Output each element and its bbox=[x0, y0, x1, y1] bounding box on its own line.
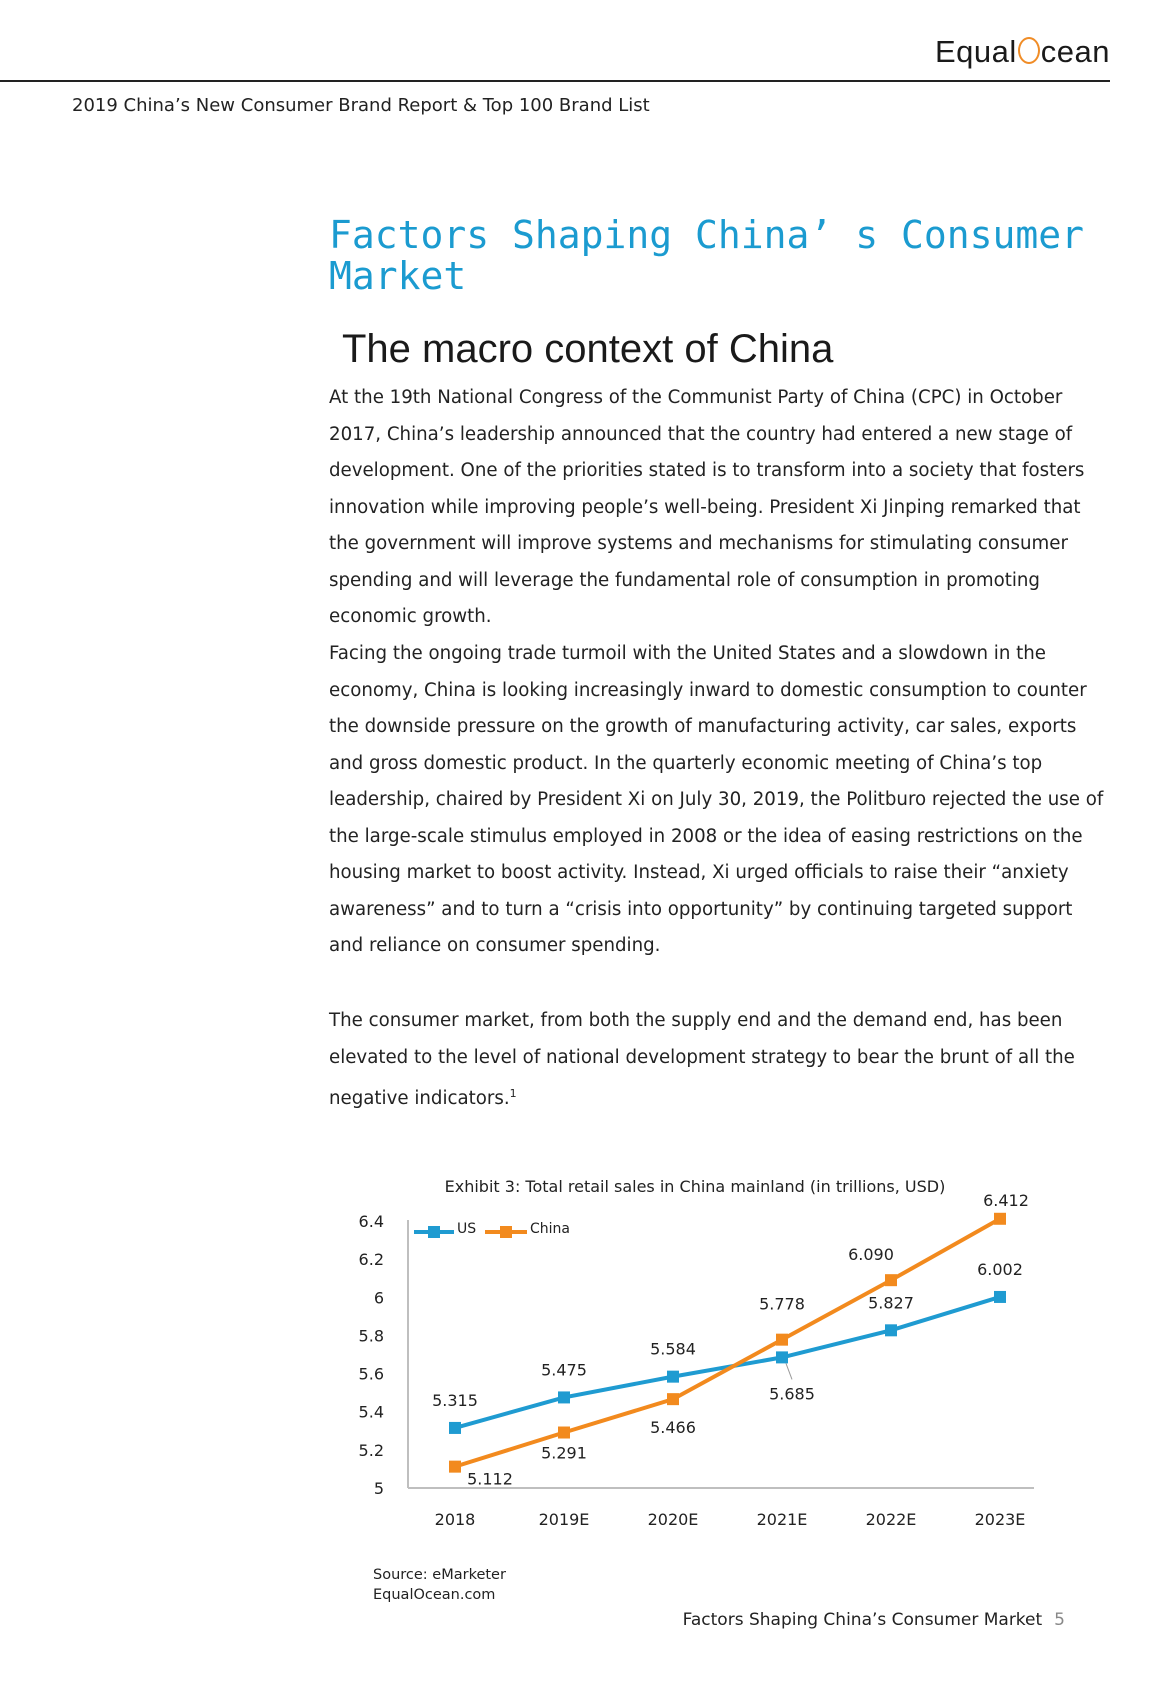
data-label-us: 6.002 bbox=[977, 1259, 1023, 1279]
legend-marker-us bbox=[428, 1226, 440, 1238]
data-point-us bbox=[885, 1324, 897, 1336]
y-tick-label: 6 bbox=[373, 1288, 384, 1308]
header-rule bbox=[0, 80, 1110, 82]
data-label-us: 5.584 bbox=[650, 1339, 696, 1359]
series-line-china bbox=[455, 1219, 1000, 1467]
data-label-china: 6.412 bbox=[983, 1190, 1029, 1210]
data-label-china: 5.778 bbox=[759, 1294, 805, 1314]
page-footer bbox=[683, 1610, 1065, 1630]
x-tick-label: 2022E bbox=[865, 1510, 917, 1529]
y-tick-label: 5.2 bbox=[358, 1440, 384, 1460]
data-point-us bbox=[776, 1351, 788, 1363]
data-point-us bbox=[667, 1371, 679, 1383]
source-line: Source: eMarketer bbox=[373, 1567, 506, 1583]
data-label-china: 5.112 bbox=[467, 1469, 513, 1489]
x-tick-label: 2019E bbox=[538, 1510, 590, 1529]
x-tick-label: 2023E bbox=[974, 1510, 1026, 1529]
paragraph-3: The consumer market, from both the supply end and the demand end, has been elevated to the level of national development strategy to bear the brunt of all the negative indicators.$^1$ bbox=[329, 1010, 1075, 1110]
series-line-us bbox=[455, 1294, 1000, 1428]
y-tick-label: 5 bbox=[373, 1479, 384, 1498]
data-point-china bbox=[667, 1393, 679, 1405]
y-tick-label: 5.4 bbox=[358, 1402, 384, 1422]
equalocean-logo: Equal cean bbox=[934, 34, 1110, 69]
data-point-china bbox=[558, 1427, 570, 1439]
legend-marker-china bbox=[500, 1226, 512, 1238]
x-tick-label: 2018 bbox=[434, 1510, 476, 1529]
subheading: The macro context of China bbox=[342, 327, 834, 371]
data-point-china bbox=[994, 1213, 1006, 1225]
legend-label-us: US bbox=[457, 1221, 477, 1237]
section-title: Factors Shaping China’ s Consumer Market bbox=[329, 213, 1084, 298]
data-point-us bbox=[994, 1291, 1006, 1303]
y-tick-label: 6.2 bbox=[358, 1250, 384, 1270]
x-tick-label: 2021E bbox=[756, 1510, 808, 1529]
footnote-marker: 1 bbox=[509, 1087, 517, 1100]
paragraph-2: Facing the ongoing trade turmoil with the United States and a slowdown in the economy, China is looking increasingly inward to domestic consumption to counter the downside pressure on the growth of manufacturing activity, car sales, exports and gross domestic product. In the quarterly economic meeting of China’s top leadership, chaired by President Xi on July 30, 2019, the Politburo rejected the use of the large-scale stimulus employed in 2008 or the idea of easing restrictions on the housing market to boost activity. Instead, Xi urged officials to raise their “anxiety awareness” and to turn a “crisis into opportunity” by continuing targeted support and reliance on consumer spending. bbox=[329, 643, 1104, 956]
retail-sales-chart bbox=[330, 1160, 1060, 1560]
y-tick-label: 5.8 bbox=[358, 1326, 384, 1346]
logo-ring-icon bbox=[1018, 37, 1040, 64]
y-tick-label: 6.4 bbox=[358, 1212, 384, 1232]
y-tick-label: 5.6 bbox=[358, 1364, 384, 1384]
data-point-china bbox=[776, 1334, 788, 1346]
data-point-us bbox=[449, 1422, 461, 1434]
source-note bbox=[373, 1565, 506, 1605]
data-label-china: 6.090 bbox=[848, 1245, 894, 1265]
paragraph-1: At the 19th National Congress of the Communist Party of China (CPC) in October 2017, China’s leadership announced that the country had entered a new stage of development. One of the priorities stated is to transform into a society that fosters innovation while improving people’s well-being. President Xi Jinping remarked that the government will improve systems and mechanisms for stimulating consumer spending and will leverage the fundamental role of consumption in promoting economic growth. bbox=[329, 387, 1085, 627]
data-point-china bbox=[885, 1274, 897, 1286]
data-label-us: 5.685 bbox=[769, 1384, 815, 1404]
data-label-us: 5.315 bbox=[432, 1390, 478, 1410]
x-tick-label: 2020E bbox=[647, 1510, 699, 1529]
data-point-china bbox=[449, 1461, 461, 1473]
page-number: 5 bbox=[1054, 1610, 1065, 1630]
data-label-us: 5.827 bbox=[868, 1293, 914, 1313]
footer-title: Factors Shaping China’s Consumer Market bbox=[682, 1610, 1043, 1630]
data-label-us: 5.475 bbox=[541, 1360, 587, 1380]
label-leader-line bbox=[786, 1363, 792, 1379]
data-point-us bbox=[558, 1391, 570, 1403]
data-label-china: 5.466 bbox=[650, 1418, 696, 1438]
source-site: EqualOcean.com bbox=[373, 1587, 496, 1603]
chart-title: Exhibit 3: Total retail sales in China mainland (in trillions, USD) bbox=[444, 1177, 946, 1196]
legend-label-china: China bbox=[530, 1221, 570, 1237]
data-label-china: 5.291 bbox=[541, 1443, 587, 1463]
report-title: 2019 China’s New Consumer Brand Report & Top 100 Brand List bbox=[72, 95, 650, 116]
